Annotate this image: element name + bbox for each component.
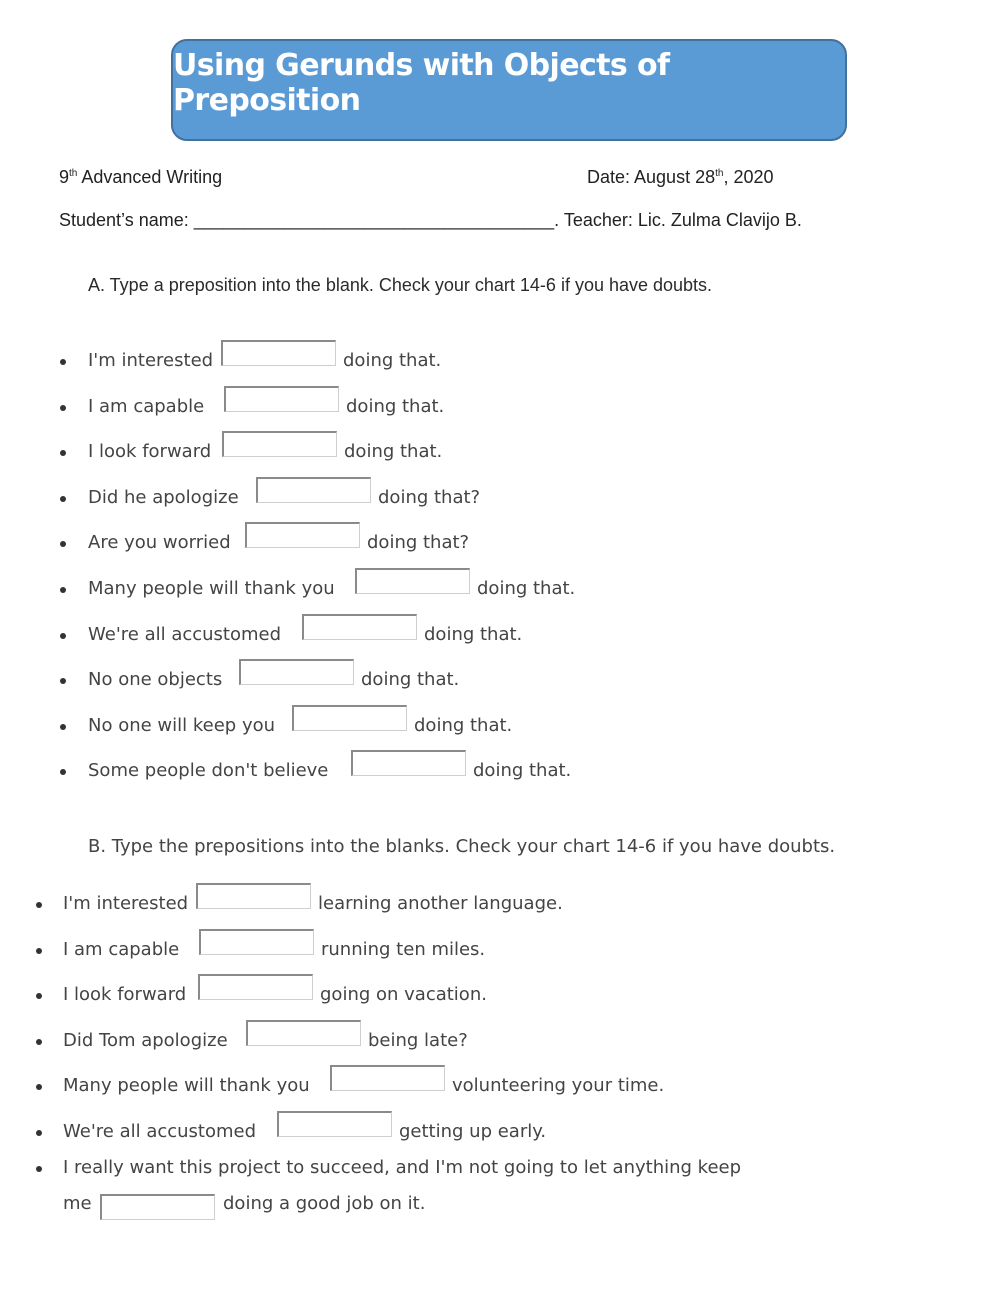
item-prompt: We're all accustomed — [63, 1121, 257, 1142]
bullet-icon — [60, 496, 66, 502]
bullet-icon — [36, 1166, 42, 1172]
item-continuation: learning another language. — [318, 893, 563, 914]
section-b-instructions: B. Type the prepositions into the blanks. Check your chart 14-6 if you have doubts. — [88, 836, 836, 857]
section-a-item-7 — [88, 624, 908, 654]
section-a-item-6 — [88, 578, 908, 608]
course-label — [59, 167, 222, 188]
item-prompt: me — [63, 1193, 92, 1214]
item-continuation: doing that. — [424, 624, 523, 645]
item-continuation: being late? — [368, 1030, 468, 1051]
answer-blank[interactable] — [224, 386, 339, 412]
date-superscript: th — [715, 168, 724, 179]
item-prompt: I am capable — [88, 396, 205, 417]
answer-blank[interactable] — [222, 431, 337, 457]
section-a-item-2 — [88, 396, 908, 426]
section-a-item-10 — [88, 760, 908, 790]
answer-blank[interactable] — [355, 568, 470, 594]
item-prompt: Did Tom apologize — [63, 1030, 228, 1051]
answer-blank[interactable] — [221, 340, 336, 366]
item-continuation: volunteering your time. — [452, 1075, 665, 1096]
bullet-icon — [36, 1039, 42, 1045]
answer-blank[interactable] — [198, 974, 313, 1000]
bullet-icon — [36, 948, 42, 954]
grade-superscript: th — [69, 168, 78, 179]
bullet-icon — [60, 587, 66, 593]
answer-blank[interactable] — [256, 477, 371, 503]
section-a-item-8 — [88, 669, 908, 699]
section-a-item-3 — [88, 441, 908, 471]
item-prompt: Are you worried — [88, 532, 231, 553]
bullet-icon — [60, 678, 66, 684]
item-prompt: Did he apologize — [88, 487, 239, 508]
answer-blank[interactable] — [239, 659, 354, 685]
item-prompt: I look forward — [63, 984, 187, 1005]
answer-blank[interactable] — [196, 883, 311, 909]
answer-blank[interactable] — [330, 1065, 445, 1091]
bullet-icon — [60, 541, 66, 547]
date-label — [587, 167, 773, 188]
bullet-icon — [36, 1084, 42, 1090]
answer-blank[interactable] — [292, 705, 407, 731]
section-b-item-2 — [63, 939, 883, 969]
item-continuation: doing that. — [473, 760, 572, 781]
date-text: Date: August 28 — [587, 167, 716, 187]
section-b-item-4 — [63, 1030, 883, 1060]
worksheet-title-banner — [171, 39, 847, 141]
item-prompt: I am capable — [63, 939, 180, 960]
item-continuation: doing that? — [367, 532, 470, 553]
worksheet-title: Using Gerunds with Objects of Preposition — [173, 48, 670, 118]
item-prompt: I'm interested — [63, 893, 189, 914]
bullet-icon — [36, 902, 42, 908]
item-prompt: I look forward — [88, 441, 212, 462]
item-continuation: doing that. — [414, 715, 513, 736]
item-prompt: Many people will thank you — [63, 1075, 310, 1096]
bullet-icon — [60, 633, 66, 639]
item-continuation: doing that. — [346, 396, 445, 417]
answer-blank[interactable] — [246, 1020, 361, 1046]
item-prompt: Some people don't believe — [88, 760, 329, 781]
bullet-icon — [36, 1130, 42, 1136]
item-continuation: doing that. — [344, 441, 443, 462]
item-continuation: doing that. — [477, 578, 576, 599]
item-continuation: doing that? — [378, 487, 481, 508]
answer-blank[interactable] — [277, 1111, 392, 1137]
bullet-icon — [60, 724, 66, 730]
grade-number: 9 — [59, 167, 70, 187]
item-continuation: doing that. — [343, 350, 442, 371]
section-b-item-6 — [63, 1121, 883, 1151]
section-b-item-1 — [63, 893, 883, 923]
bullet-icon — [60, 769, 66, 775]
answer-blank[interactable] — [245, 522, 360, 548]
item-prompt: We're all accustomed — [88, 624, 282, 645]
course-name: Advanced Writing — [77, 167, 223, 187]
item-continuation: going on vacation. — [320, 984, 487, 1005]
section-a-item-4 — [88, 487, 908, 517]
answer-blank[interactable] — [199, 929, 314, 955]
item-continuation: getting up early. — [399, 1121, 547, 1142]
section-a-item-5 — [88, 532, 908, 562]
item-prompt: No one objects — [88, 669, 223, 690]
student-teacher-line: Student’s name: ____________________________________. Teacher: Lic. Zulma Clavijo B. — [59, 210, 802, 230]
bullet-icon — [60, 359, 66, 365]
section-a-instructions: A. Type a preposition into the blank. Check your chart 14-6 if you have doubts. — [88, 275, 713, 295]
item-prompt: Many people will thank you — [88, 578, 335, 599]
bullet-icon — [36, 993, 42, 999]
answer-blank[interactable] — [351, 750, 466, 776]
section-b-item-last — [63, 1193, 663, 1223]
section-a-item-9 — [88, 715, 908, 745]
bullet-icon — [60, 450, 66, 456]
item-prompt: No one will keep you — [88, 715, 276, 736]
item-prompt: I'm interested — [88, 350, 214, 371]
answer-blank[interactable] — [302, 614, 417, 640]
section-b-item-3 — [63, 984, 883, 1014]
date-year: , 2020 — [723, 167, 774, 187]
answer-blank[interactable] — [100, 1194, 215, 1220]
item-continuation: doing that. — [361, 669, 460, 690]
item-continuation: doing a good job on it. — [223, 1193, 426, 1214]
section-b-item-last-line1: I really want this project to succeed, and I'm not going to let anything keep — [63, 1157, 742, 1178]
section-b-item-5 — [63, 1075, 883, 1105]
bullet-icon — [60, 405, 66, 411]
item-continuation: running ten miles. — [321, 939, 486, 960]
section-a-item-1 — [88, 350, 908, 380]
